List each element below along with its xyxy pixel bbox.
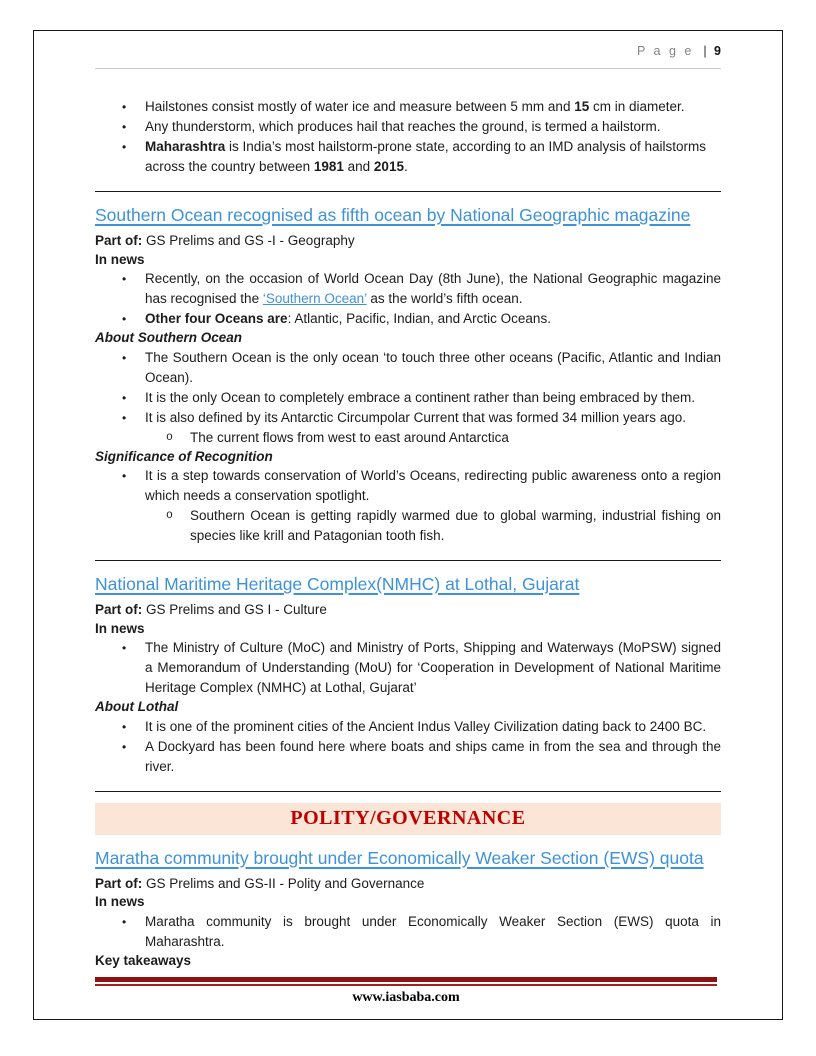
bullet-icon: • [122,719,127,734]
page-content [95,30,721,970]
text-run: In news [95,620,145,636]
key-takeaways-label [95,952,721,971]
text-run: About Southern Ocean [95,330,243,345]
bullet-text [145,309,721,329]
bullet-icon: • [122,469,127,483]
bullet-text [145,137,721,177]
text-run: Maratha community brought under Economically Weaker Section (EWS) quota [95,847,704,868]
text-run: : Atlantic, Pacific, Indian, and Arctic Oceans. [287,311,551,326]
text-run: GS Prelims and GS-II - Polity and Governance [146,875,425,891]
bullet-item [95,137,721,177]
bullet-icon: • [122,410,127,425]
text-run: 1981 [313,159,344,174]
page-header [95,30,721,69]
text-run: Part of: [95,233,147,248]
page-footer [95,977,717,1006]
page-header-separator: | [703,44,707,58]
text-run: Maharashtra [145,139,226,154]
bullet-item [95,388,721,408]
footer-website-link[interactable]: www.iasbaba.com [352,989,460,1005]
bullet-text [145,117,721,137]
category-banner [95,803,721,835]
sub-bullet-icon: o [166,509,173,522]
text-run: Significance of Recognition [95,448,273,464]
text-run: A Dockyard has been found here where boats and ships came in from the sea and through the river. [145,738,721,774]
bullet-icon: • [122,739,127,754]
footer-rule-thin [95,984,717,986]
page-header-label: P a g e [636,44,694,58]
text-run: Other four Oceans are [145,311,288,326]
bullet-text [145,717,721,737]
in-news-label [95,893,721,912]
text-run: In news [95,894,145,909]
text-run: is India’s most hailstorm-prone state, according to an IMD analysis of hailstorms across the country between [145,139,706,174]
bullet-item [95,97,721,117]
part-of-line [95,875,721,894]
in-news-label [95,251,721,270]
bullet-item [95,269,721,309]
sub-bullet-item [95,506,721,546]
text-run: 2015 [373,159,404,174]
bullet-icon: • [122,641,127,655]
text-run: The current flows from west to east around Antarctica [190,429,509,445]
bullet-icon: • [122,120,127,134]
bullet-item [95,117,721,137]
section-heading-nmhc-lothal [95,573,721,595]
subheading-about-southern-ocean [95,329,721,348]
bullet-icon: • [122,350,127,365]
section-heading-southern-ocean [95,204,721,226]
text-run: It is the only Ocean to completely embrace a continent rather than being embraced by them. [145,389,696,405]
sub-bullet-item [95,428,721,448]
bullet-text [145,408,721,428]
bullet-text [145,97,721,117]
bullet-text [145,388,721,408]
bullet-text [145,348,721,388]
text-run: In news [95,251,145,267]
bullet-text [145,737,721,777]
bullet-icon: • [122,914,127,929]
bullet-item [95,466,721,506]
text-run: Hailstones consist mostly of water ice and measure between 5 mm and [145,99,575,114]
section-divider [95,191,721,192]
subheading-about-lothal [95,698,721,717]
text-run: cm in diameter. [589,99,685,114]
text-run: It is a step towards conservation of World’s Oceans, redirecting public awareness onto a region which needs a conservation spotlight. [145,468,721,503]
text-run: The Ministry of Culture (MoC) and Ministry of Ports, Shipping and Waterways (MoPSW) signed a Memorandum of Understanding (MoU) for ‘Cooperation in Development of National Maritime Heritage Complex (NMHC) at Lothal, Gujarat’ [145,640,721,695]
section-divider [95,791,721,792]
bullet-icon: • [122,140,127,154]
bullet-text [145,912,721,952]
part-of-line [95,601,721,620]
bullet-item [95,348,721,388]
sub-bullet-text [190,506,721,546]
text-run: GS Prelims and GS I - Culture [146,602,327,617]
text-run: Maratha community is brought under Economically Weaker Section (EWS) quota in Maharashtra. [145,913,721,949]
subheading-significance-of-recognition [95,448,721,467]
bullet-item [95,912,721,952]
bullet-item [95,737,721,777]
section-divider [95,560,721,561]
text-run: . [403,159,408,174]
text-run: It is one of the prominent cities of the Ancient Indus Valley Civilization dating back to 2400 BC. [145,718,707,734]
bullet-text [145,466,721,506]
bullet-icon: • [122,100,127,114]
text-run: Any thunderstorm, which produces hail that reaches the ground, is termed a hailstorm. [145,119,661,134]
part-of-line [95,232,721,251]
text-run: Southern Ocean recognised as fifth ocean by National Geographic magazine [95,205,691,225]
text-run: 15 [574,99,590,114]
bullet-icon: • [122,312,127,326]
page-number: 9 [714,44,721,58]
bullet-item [95,408,721,428]
text-run: Part of: [95,602,147,617]
bullet-icon: • [122,390,127,405]
text-run: Part of: [95,875,147,891]
bullet-icon: • [122,272,127,286]
text-run: as the world’s fifth ocean. [366,291,523,306]
text-run: The Southern Ocean is the only ocean ‘to touch three other oceans (Pacific, Atlantic and Indian Ocean). [145,349,721,385]
section-heading-maratha-ews [95,847,721,869]
inline-link[interactable]: ‘Southern Ocean’ [262,291,367,306]
text-run: It is also defined by its Antarctic Circumpolar Current that was formed 34 million years ago. [145,409,686,425]
text-run: GS Prelims and GS -I - Geography [146,233,355,248]
bullet-item [95,717,721,737]
in-news-label [95,620,721,639]
text-run: Southern Ocean is getting rapidly warmed due to global warming, industrial fishing on species like krill and Patagonian tooth fish. [190,508,721,543]
text-run: Recently, on the occasion of World Ocean Day (8th June), the National Geographic magazine has recognised the [145,271,721,306]
category-banner-title: POLITY/GOVERNANCE [290,807,526,829]
sub-bullet-icon: o [166,430,173,444]
bullet-text [145,269,721,309]
bullet-item [95,309,721,329]
text-run: About Lothal [95,699,179,714]
bullet-item [95,638,721,698]
text-run: Key takeaways [95,952,192,968]
bullet-text [145,638,721,698]
footer-rule-thick [95,977,717,982]
sub-bullet-text [190,428,721,448]
text-run: National Maritime Heritage Complex(NMHC) at Lothal, Gujarat [95,574,580,594]
text-run: and [343,159,374,174]
